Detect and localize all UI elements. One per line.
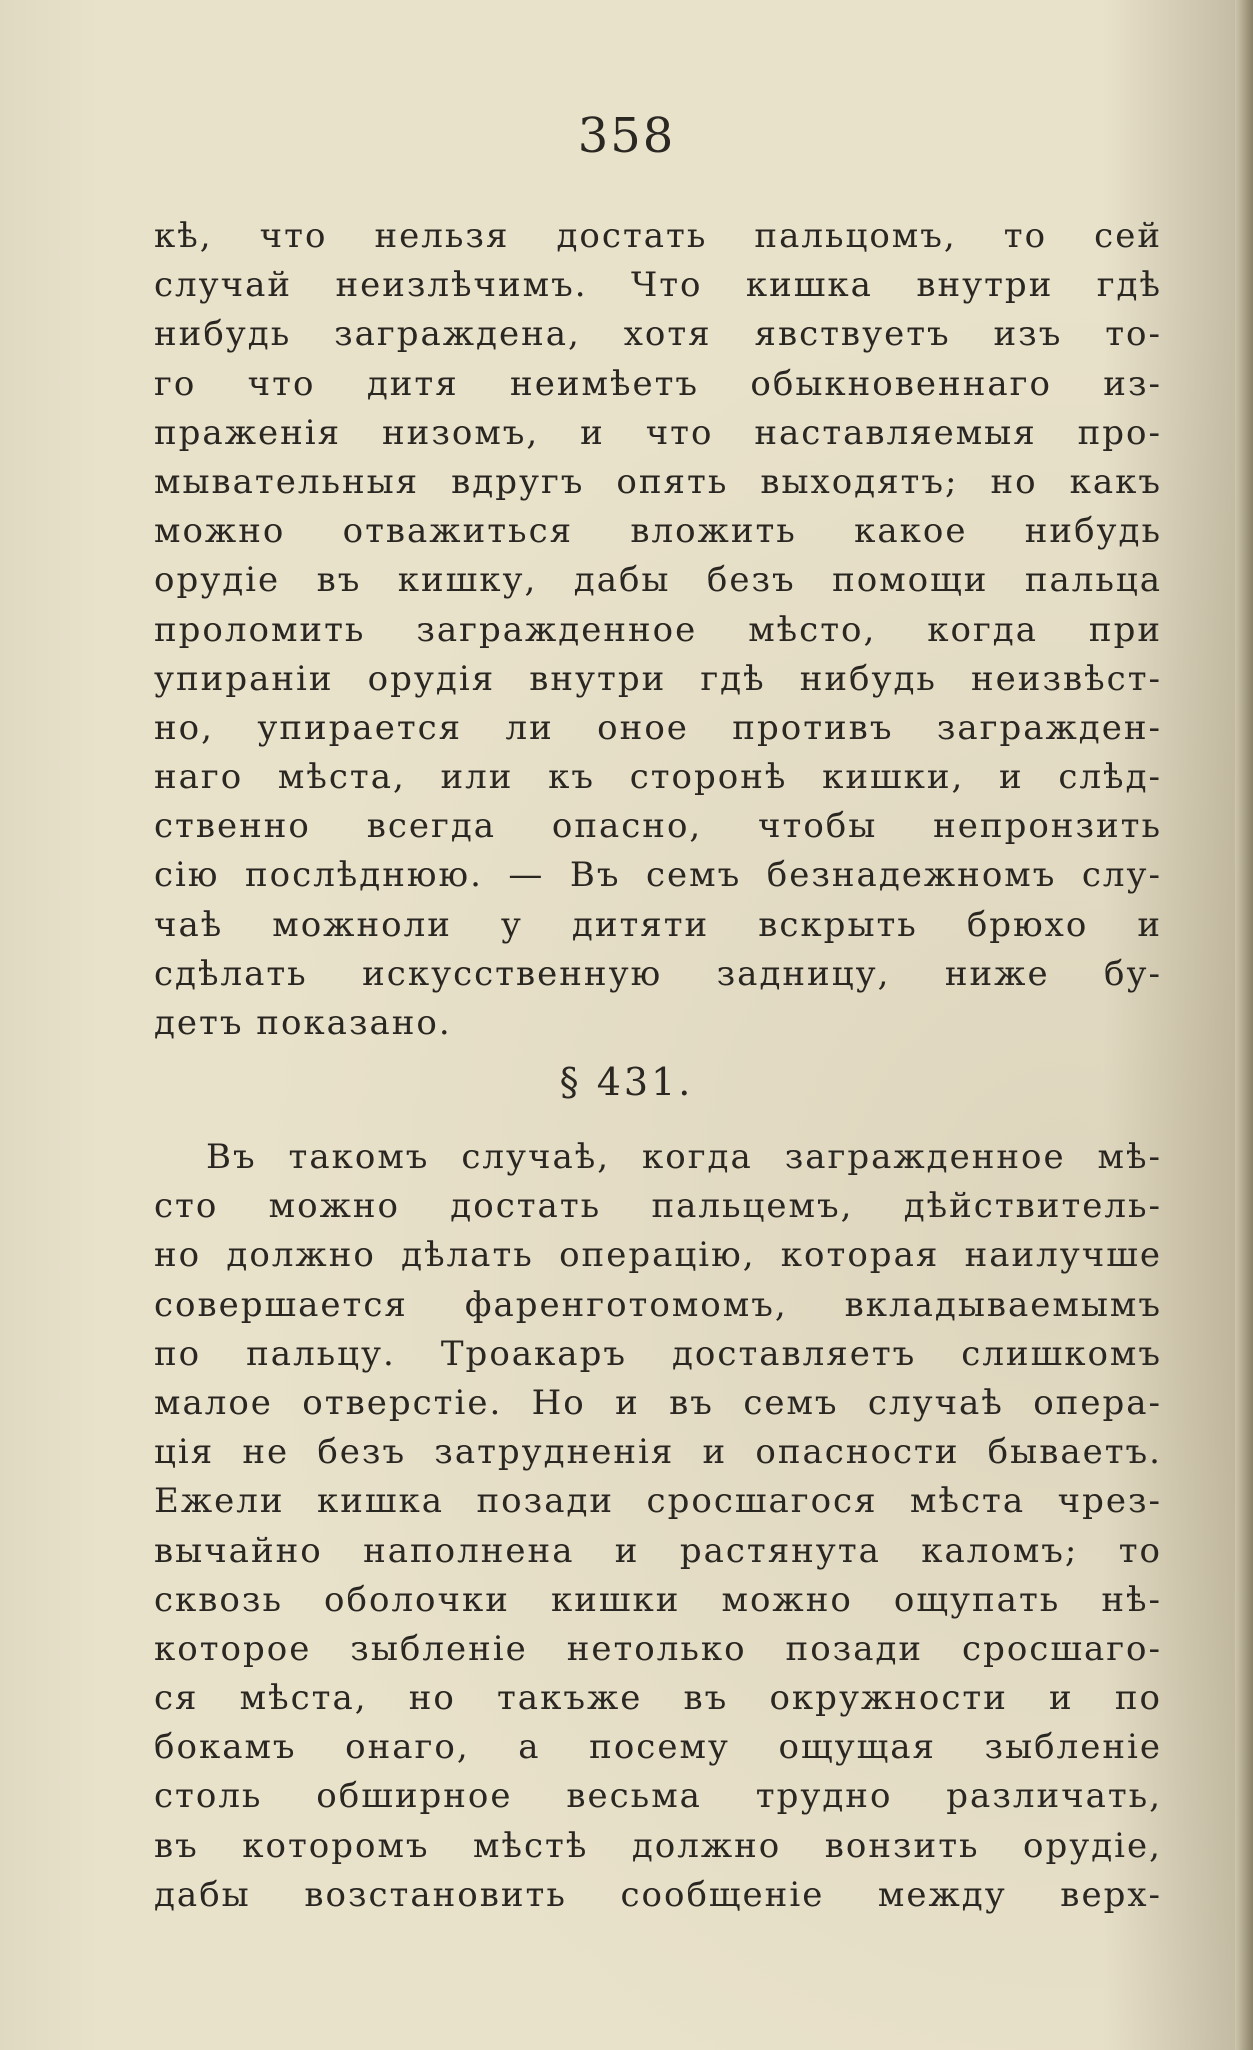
text-line: сію послѣднюю. — Въ семъ безнадежномъ слу- [154,855,1162,896]
text-line: совершается фаренготомомъ, вкладываемымъ [154,1284,1162,1325]
text-line: столь обширное весьма трудно различать, [154,1776,1162,1817]
section-heading: § 431. [559,1060,694,1104]
text-line: ственно всегда опасно, чтобы непронзить [154,806,1162,847]
text-line: по пальцу. Троакаръ доставляетъ слишкомъ [154,1333,1162,1374]
text-line: нибудь заграждена, хотя явствуетъ изъ то- [154,314,1162,355]
text-line: ція не безъ затрудненія и опасности бываетъ. [154,1432,1162,1473]
text-line: случай неизлѣчимъ. Что кишка внутри гдѣ [154,265,1162,306]
text-line: но, упирается ли оное противъ загражден- [154,707,1162,748]
page-number: 358 [577,108,676,164]
text-line: въ которомъ мѣстѣ должно вонзить орудіе, [154,1825,1162,1866]
text-line: дабы возстановить сообщеніе между верх- [154,1874,1162,1915]
text-line: го что дитя неимѣетъ обыкновеннаго из- [154,363,1162,404]
text-line: кѣ, что нельзя достать пальцомъ, то сей [154,216,1162,256]
text-line: праженія низомъ, и что наставляемыя про- [154,412,1162,453]
paragraph-1 [154,212,1162,1048]
text-line: проломить загражденное мѣсто, когда при [154,609,1162,650]
text-line: можно отважиться вложить какое нибудь [154,511,1162,552]
text-line: Ежели кишка позади сросшагося мѣста чрез- [154,1481,1162,1522]
text-line: которое зыбленіе нетолько позади сросшаго- [154,1628,1162,1669]
text-line: ся мѣста, но такъже въ окружности и по [154,1678,1162,1719]
text-line: вычайно наполнена и растянута каломъ; то [154,1530,1162,1571]
text-line: чаѣ можноли у дитяти вскрыть брюхо и [154,904,1162,945]
text-line: сквозь оболочки кишки можно ощупать нѣ- [154,1579,1162,1620]
page-edge-shadow [1235,0,1253,2050]
text-line: орудіе въ кишку, дабы безъ помощи пальца [154,560,1162,601]
text-line: бокамъ онаго, а посему ощущая зыбленіе [154,1727,1162,1768]
text-line: детъ показано. [154,1003,452,1043]
text-line: сдѣлать искусственную задницу, ниже бу- [154,953,1162,994]
paragraph-2 [154,1133,1162,1920]
text-line: Въ такомъ случаѣ, когда загражденное мѣ- [206,1137,1162,1177]
text-line: малое отверстіе. Но и въ семъ случаѣ опера- [154,1382,1162,1423]
text-line: но должно дѣлать операцію, которая наилучше [154,1235,1162,1276]
text-line: мывательныя вдругъ опять выходятъ; но какъ [154,461,1162,502]
text-line: наго мѣста, или къ сторонѣ кишки, и слѣд- [154,757,1162,798]
text-line: упираніи орудія внутри гдѣ нибудь неизвѣст- [154,658,1162,699]
text-line: сто можно достать пальцемъ, дѣйствитель- [154,1186,1162,1227]
